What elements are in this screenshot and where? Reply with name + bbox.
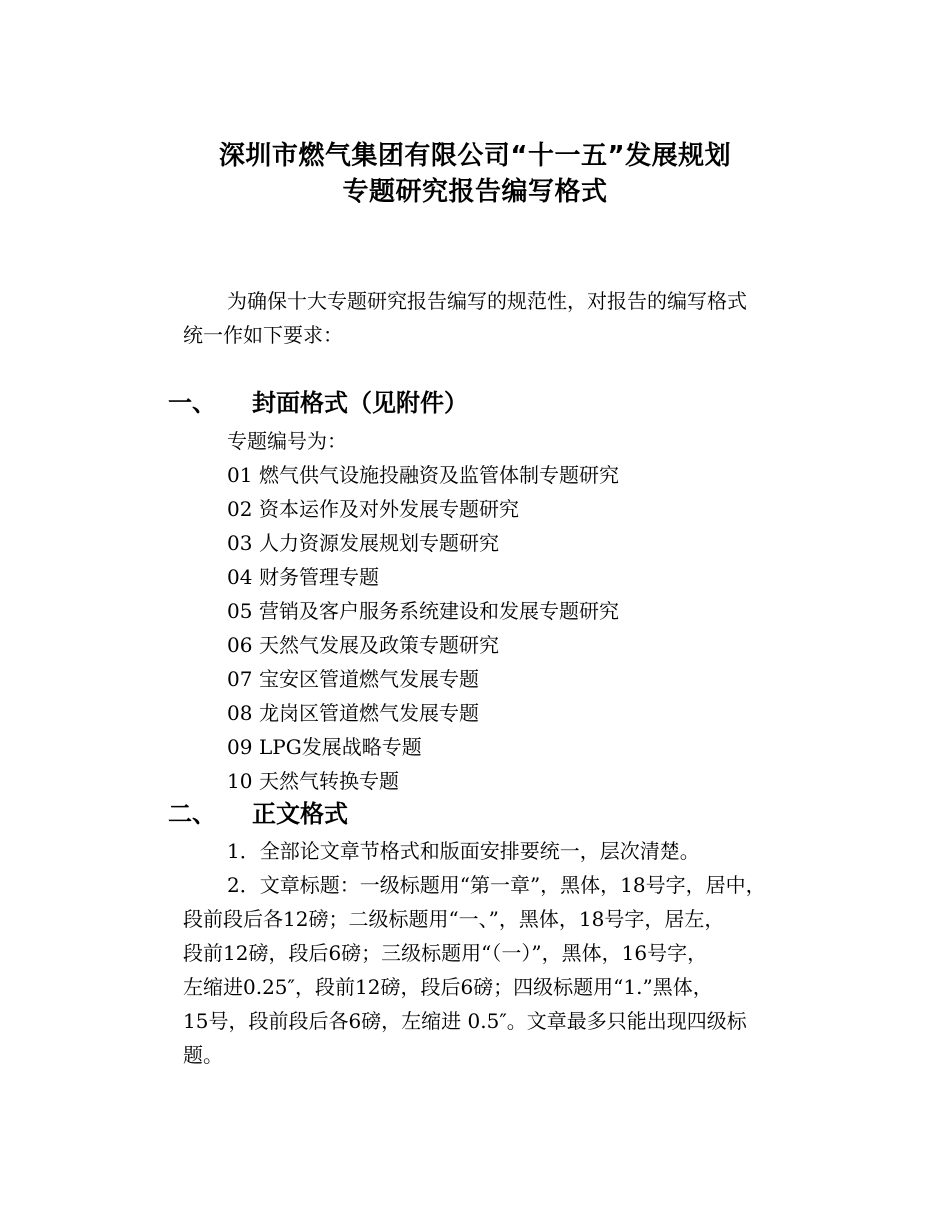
topic-text: 燃气供气设施投融资及监管体制专题研究 <box>259 463 619 487</box>
topic-code: 02 <box>227 497 253 521</box>
topic-code: 01 <box>227 463 253 487</box>
list-item <box>227 594 619 628</box>
topic-text: 营销及客户服务系统建设和发展专题研究 <box>259 599 619 623</box>
topic-code: 06 <box>227 633 253 657</box>
list-item <box>227 492 619 526</box>
section-2-title: 正文格式 <box>252 800 348 828</box>
list-item <box>227 696 619 730</box>
rule-2-line-1: 2．文章标题：一级标题用“第一章”，黑体，18号字，居中， <box>227 873 766 897</box>
topic-code: 07 <box>227 667 253 691</box>
intro-paragraph-line-2: 统一作如下要求： <box>183 323 343 347</box>
list-item <box>227 764 619 798</box>
topic-text: LPG发展战略专题 <box>259 735 422 759</box>
topic-text: 天然气转换专题 <box>259 769 399 793</box>
document-title-line-2: 专题研究报告编写格式 <box>342 177 608 207</box>
rule-2-line-3: 段前12磅，段后6磅；三级标题用“（一）”，黑体，16号字， <box>183 941 708 965</box>
topic-number-label: 专题编号为： <box>227 429 347 453</box>
rule-2-line-6: 题。 <box>183 1043 223 1067</box>
topic-code: 04 <box>227 565 253 589</box>
topic-code: 05 <box>227 599 253 623</box>
list-item <box>227 526 619 560</box>
list-item <box>227 662 619 696</box>
rule-2-line-4: 左缩进0.25″，段前12磅，段后6磅；四级标题用“1.”黑体， <box>183 975 713 999</box>
section-1-number: 一、 <box>168 389 216 417</box>
section-2-number: 二、 <box>168 800 216 828</box>
intro-paragraph-line-1: 为确保十大专题研究报告编写的规范性，对报告的编写格式 <box>227 289 747 313</box>
topic-code: 10 <box>227 769 253 793</box>
topic-text: 资本运作及对外发展专题研究 <box>259 497 519 521</box>
topic-text: 人力资源发展规划专题研究 <box>259 531 499 555</box>
section-1-heading <box>168 388 468 418</box>
topic-text: 宝安区管道燃气发展专题 <box>259 667 479 691</box>
rule-2-line-5: 15号，段前段后各6磅，左缩进 0.5″。文章最多只能出现四级标 <box>183 1009 747 1033</box>
topic-code: 09 <box>227 735 253 759</box>
topic-text: 财务管理专题 <box>259 565 379 589</box>
list-item <box>227 458 619 492</box>
topic-code: 03 <box>227 531 253 555</box>
list-item <box>227 730 619 764</box>
list-item <box>227 560 619 594</box>
section-2-heading <box>168 799 348 829</box>
rule-1-paragraph: 1．全部论文章节格式和版面安排要统一，层次清楚。 <box>227 839 700 863</box>
topic-text: 天然气发展及政策专题研究 <box>259 633 499 657</box>
list-item <box>227 628 619 662</box>
document-title-line-1: 深圳市燃气集团有限公司“十一五”发展规划 <box>218 141 732 171</box>
section-1-title: 封面格式（见附件） <box>252 389 468 417</box>
topic-code: 08 <box>227 701 253 725</box>
topic-text: 龙岗区管道燃气发展专题 <box>259 701 479 725</box>
topic-list <box>227 458 619 798</box>
rule-2-line-2: 段前段后各12磅；二级标题用“一、”，黑体，18号字，居左， <box>183 907 725 931</box>
